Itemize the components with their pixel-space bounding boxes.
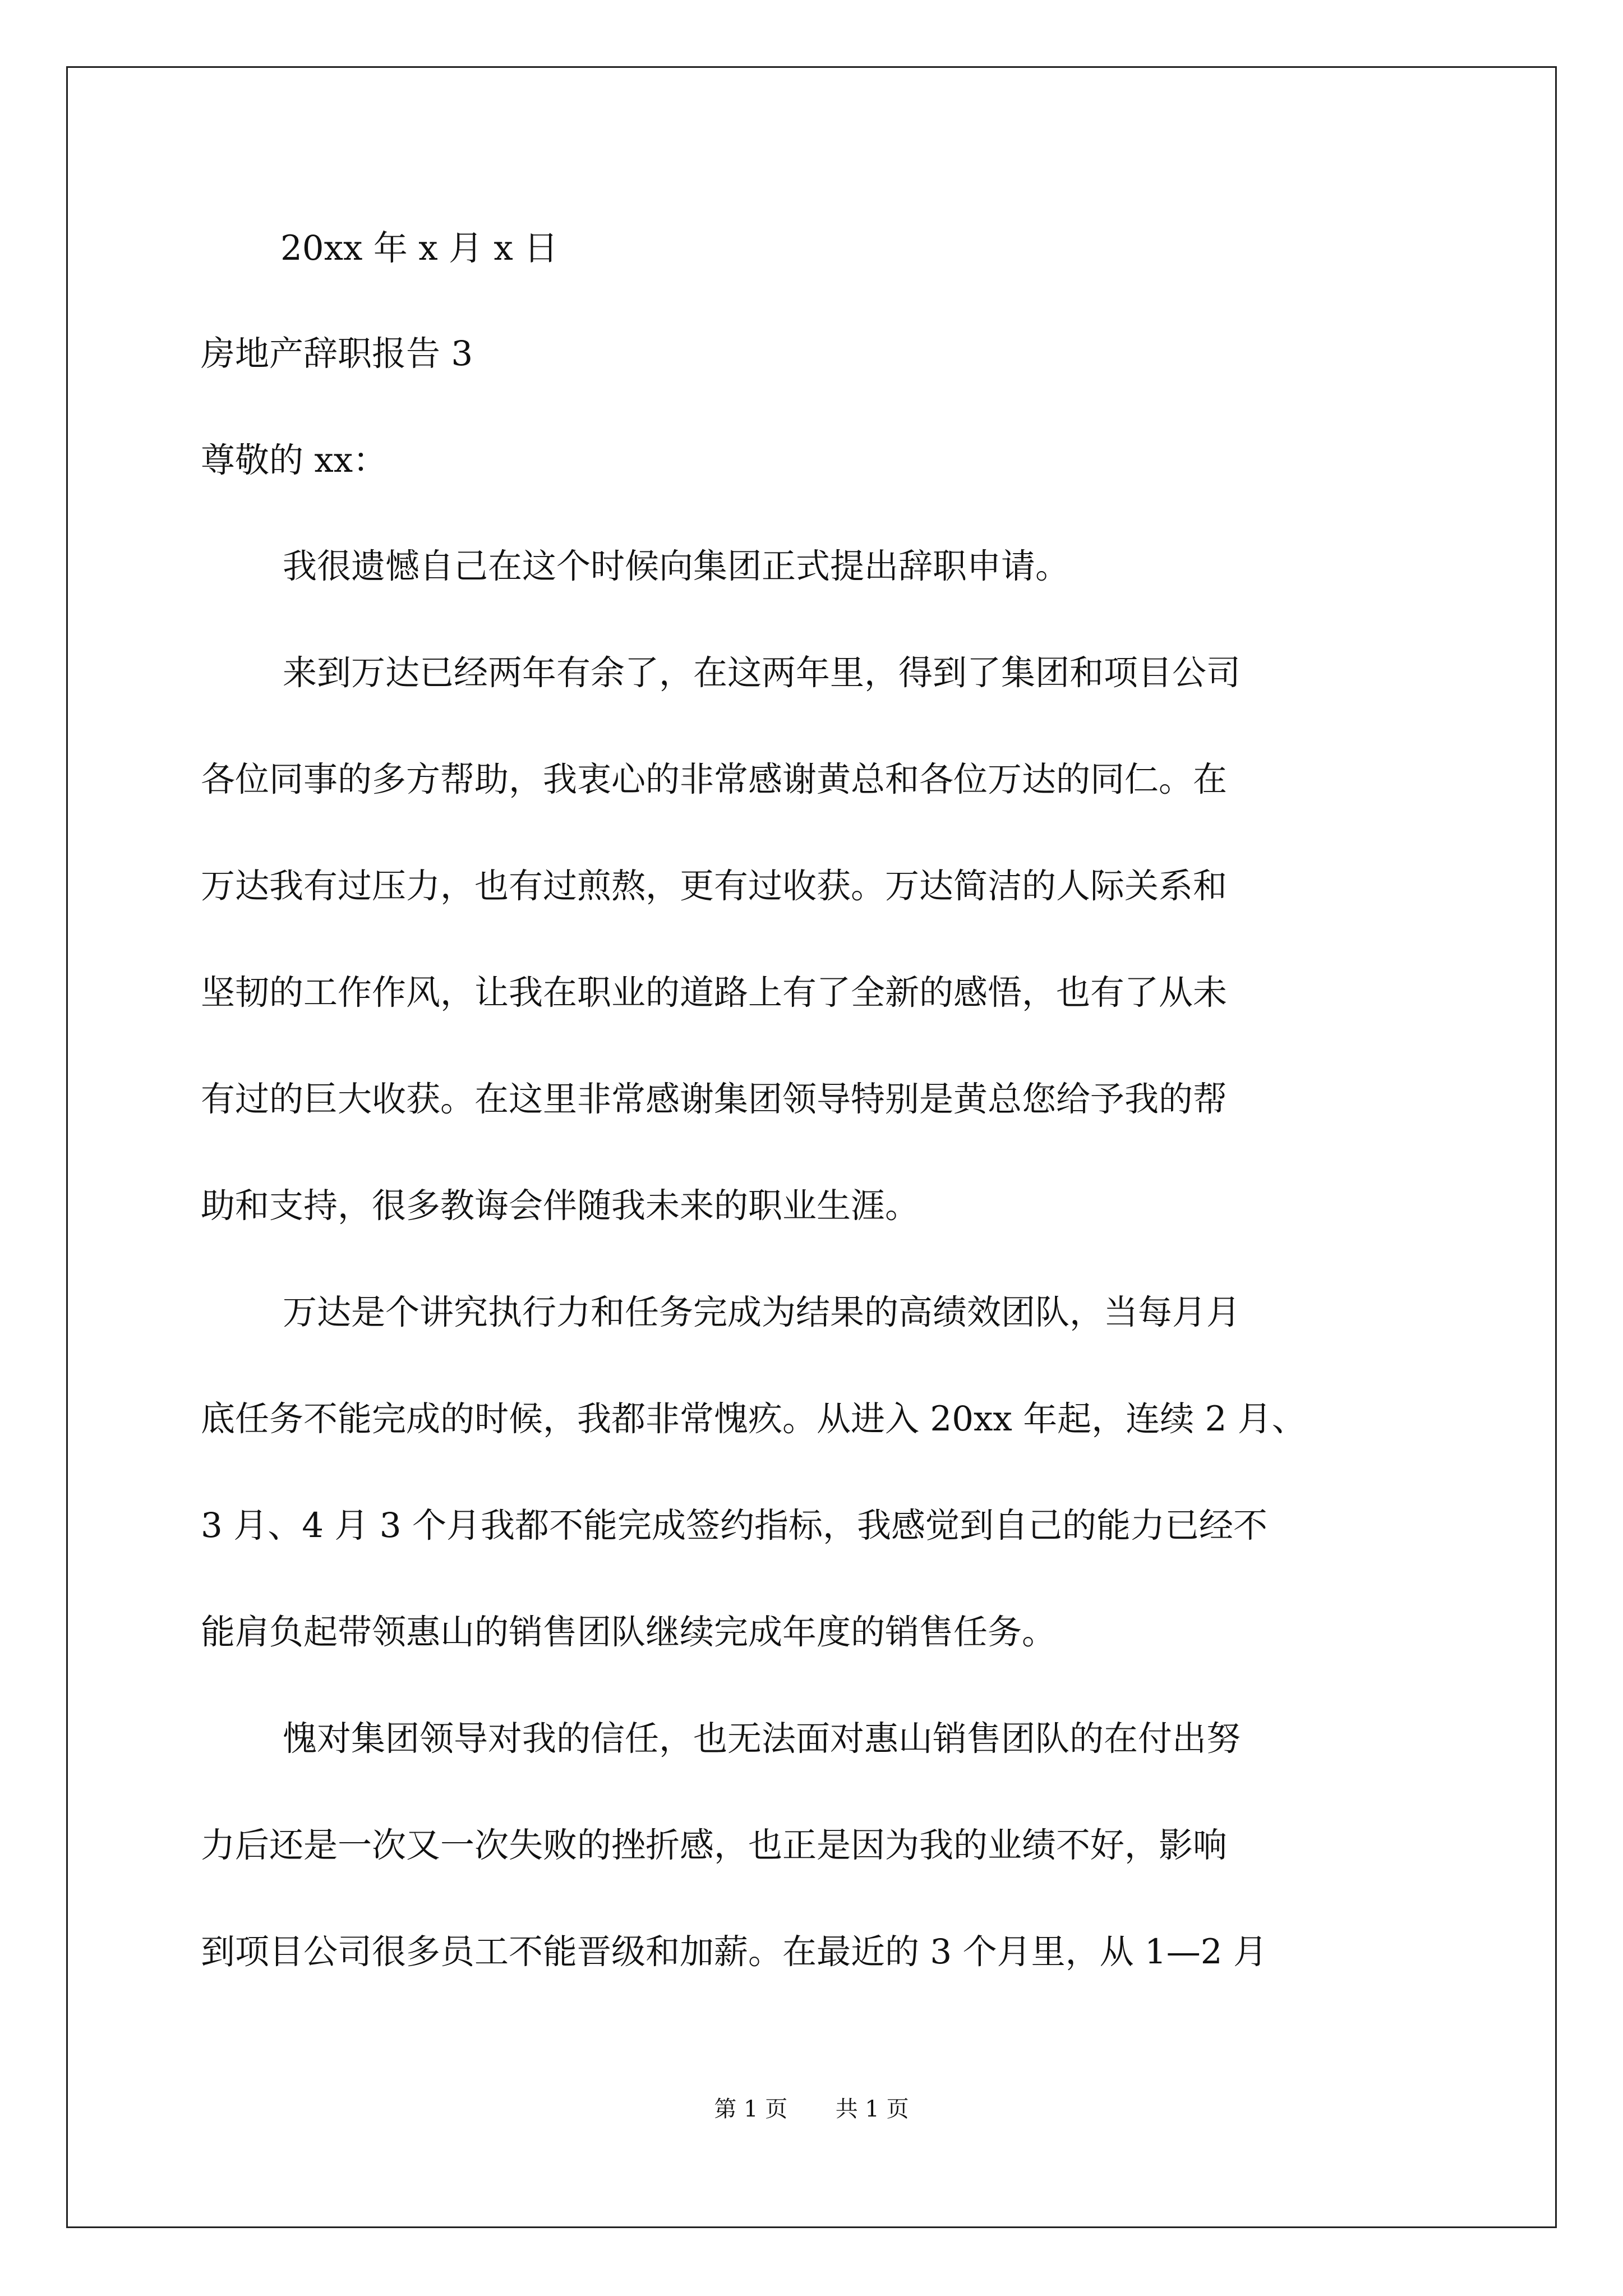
- salutation: 尊敬的 xx：: [201, 440, 388, 480]
- page-footer: [0, 2095, 1623, 2123]
- document-title: 房地产辞职报告 3: [201, 334, 473, 374]
- page-total: 共 1 页: [835, 2096, 909, 2122]
- paragraph-line: 我很遗憾自己在这个时候向集团正式提出辞职申请。: [283, 546, 1070, 586]
- date-line: 20xx 年 x 月 x 日: [280, 228, 559, 268]
- paragraph-line: 能肩负起带领惠山的销售团队继续完成年度的销售任务。: [201, 1612, 1057, 1652]
- paragraph-line: 来到万达已经两年有余了，在这两年里，得到了集团和项目公司: [283, 653, 1241, 693]
- paragraph-line: 助和支持，很多教诲会伴随我未来的职业生涯。: [201, 1186, 920, 1226]
- page-border: [66, 66, 1557, 2228]
- paragraph-line: 万达是个讲究执行力和任务完成为结果的高绩效团队，当每月月: [283, 1292, 1241, 1332]
- paragraph-line: 万达我有过压力，也有过煎熬，更有过收获。万达简洁的人际关系和: [201, 866, 1228, 906]
- paragraph-line: 底任务不能完成的时候，我都非常愧疚。从进入 20xx 年起，连续 2 月、: [201, 1399, 1306, 1439]
- paragraph-line: 坚韧的工作作风，让我在职业的道路上有了全新的感悟，也有了从未: [201, 973, 1228, 1013]
- paragraph-line: 愧对集团领导对我的信任，也无法面对惠山销售团队的在付出努: [283, 1719, 1241, 1759]
- paragraph-line: 各位同事的多方帮助，我衷心的非常感谢黄总和各位万达的同仁。在: [201, 760, 1228, 799]
- paragraph-line: 力后还是一次又一次失败的挫折感，也正是因为我的业绩不好，影响: [201, 1825, 1228, 1865]
- page-number: 第 1 页: [714, 2096, 788, 2122]
- paragraph-line: 到项目公司很多员工不能晋级和加薪。在最近的 3 个月里，从 1—2 月: [201, 1932, 1267, 1972]
- paragraph-line: 有过的巨大收获。在这里非常感谢集团领导特别是黄总您给予我的帮: [201, 1079, 1228, 1119]
- paragraph-line: 3 月、4 月 3 个月我都不能完成签约指标，我感觉到自己的能力已经不: [201, 1506, 1267, 1545]
